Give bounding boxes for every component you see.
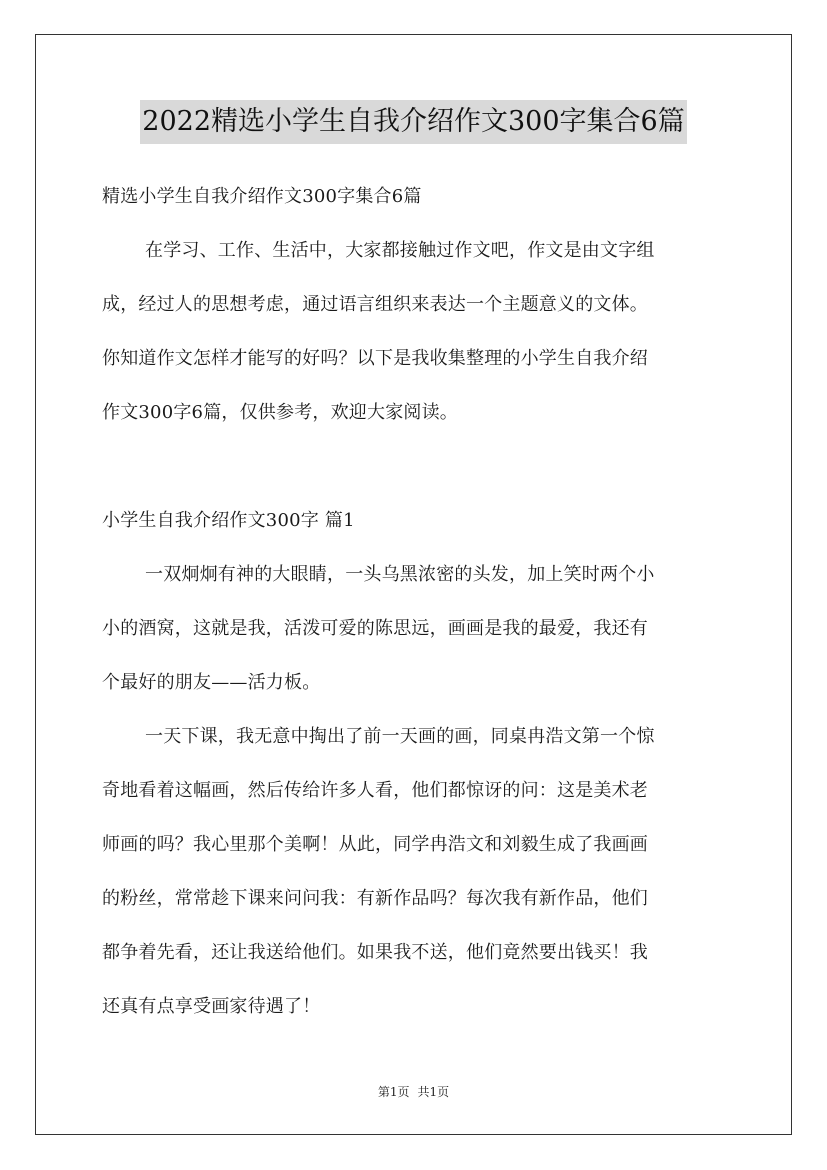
section-heading: 小学生自我介绍作文300字 篇1	[102, 510, 355, 531]
intro-line: 成，经过人的思想考虑，通过语言组织来表达一个主题意义的文体。	[102, 294, 648, 315]
paragraph1-line: 小的酒窝，这就是我，活泼可爱的陈思远，画画是我的最爱，我还有	[102, 618, 648, 639]
paragraph2-line: 还真有点享受画家待遇了！	[102, 996, 321, 1017]
page-number: 第1页	[377, 1085, 410, 1099]
paragraph1-line: 个最好的朋友——活力板。	[102, 672, 321, 693]
paragraph1-line: 一双炯炯有神的大眼睛，一头乌黑浓密的头发，加上笑时两个小	[145, 564, 655, 585]
intro-line: 你知道作文怎样才能写的好吗？以下是我收集整理的小学生自我介绍	[102, 348, 648, 369]
paragraph2-line: 师画的吗？我心里那个美啊！从此，同学冉浩文和刘毅生成了我画画	[102, 834, 648, 855]
document-title: 2022精选小学生自我介绍作文300字集合6篇	[140, 100, 686, 144]
page-total: 共1页	[417, 1085, 450, 1099]
paragraph-gap	[102, 440, 727, 494]
title-wrap	[0, 100, 827, 144]
document-subtitle: 精选小学生自我介绍作文300字集合6篇	[102, 186, 422, 207]
paragraph2-line: 都争着先看，还让我送给他们。如果我不送，他们竟然要出钱买！我	[102, 942, 648, 963]
paragraph2-line: 一天下课，我无意中掏出了前一天画的画，同桌冉浩文第一个惊	[145, 726, 655, 747]
page-footer	[0, 1083, 827, 1101]
intro-line: 作文300字6篇，仅供参考，欢迎大家阅读。	[102, 402, 459, 423]
document-body	[102, 170, 727, 1034]
intro-line: 在学习、工作、生活中，大家都接触过作文吧，作文是由文字组	[145, 240, 655, 261]
paragraph2-line: 奇地看着这幅画，然后传给许多人看，他们都惊讶的问：这是美术老	[102, 780, 648, 801]
paragraph2-line: 的粉丝，常常趁下课来问问我：有新作品吗？每次我有新作品，他们	[102, 888, 648, 909]
